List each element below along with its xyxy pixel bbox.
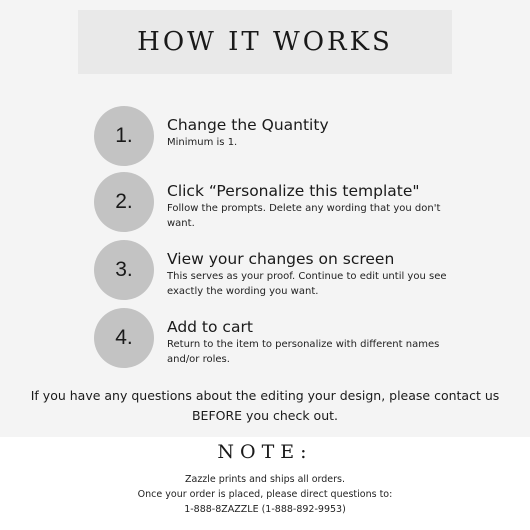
step-title: View your changes on screen <box>167 250 395 268</box>
step-text <box>167 116 457 150</box>
note-line: 1-888-8ZAZZLE (1-888-892-9953) <box>184 504 346 515</box>
title-banner <box>78 10 452 74</box>
note-line: Zazzle prints and ships all orders. <box>184 474 346 485</box>
step-title: Add to cart <box>167 318 253 336</box>
step-4 <box>94 308 454 368</box>
step-description: This serves as your proof. Continue to edit until you see exactly the wording you want. <box>167 271 447 297</box>
step-number-badge: 3. <box>94 240 154 300</box>
step-2 <box>94 172 454 232</box>
note-line: Once your order is placed, please direct questions to: <box>137 489 393 500</box>
step-1 <box>94 106 454 166</box>
step-description: Minimum is 1. <box>167 137 238 148</box>
step-description: Follow the prompts. Delete any wording that you don't want. <box>167 203 441 229</box>
step-title: Click “Personalize this template" <box>167 182 420 200</box>
page-title: HOW IT WORKS <box>137 27 393 57</box>
step-text <box>167 250 457 299</box>
step-3 <box>94 240 454 300</box>
step-text <box>167 318 457 367</box>
step-text <box>167 182 457 231</box>
note-heading: NOTE: <box>217 441 313 463</box>
step-number-badge: 2. <box>94 172 154 232</box>
step-number-badge: 4. <box>94 308 154 368</box>
step-description: Return to the item to personalize with different names and/or roles. <box>167 339 440 365</box>
step-title: Change the Quantity <box>167 116 329 134</box>
step-number-badge: 1. <box>94 106 154 166</box>
note-body <box>0 472 530 517</box>
questions-notice: If you have any questions about the editing your design, please contact us BEFORE you check out. <box>30 388 500 423</box>
